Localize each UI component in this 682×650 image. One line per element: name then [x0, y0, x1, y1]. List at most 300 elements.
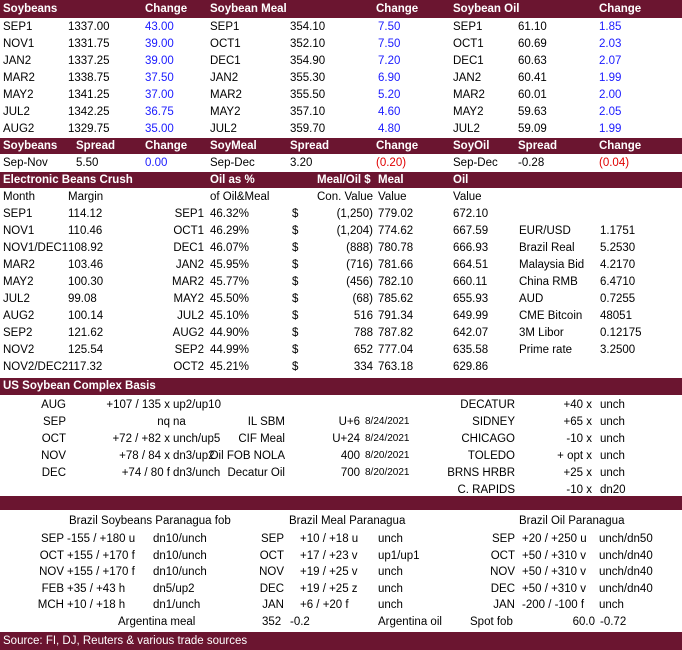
dollar-sign: $	[292, 208, 299, 220]
meal-month: DEC1	[210, 55, 241, 67]
oil-pct: 44.99%	[210, 344, 250, 356]
oil-pct: 45.77%	[210, 276, 250, 288]
oil-pct: 46.32%	[210, 208, 250, 220]
fx-value: 1.1751	[600, 225, 636, 237]
oil-value: 660.11	[453, 276, 488, 288]
soybeans-header: Soybeans	[3, 3, 58, 15]
brazil-meal-value: +19 / +25 z	[300, 583, 358, 595]
brazil-meal-value: +17 / +23 v	[300, 550, 358, 562]
basis-location-value: -10 x	[566, 484, 592, 496]
brazil-meal-change: unch	[378, 566, 403, 578]
soy-price: 1338.75	[68, 72, 110, 84]
crush-month: JUL2	[3, 293, 30, 305]
brazil-oil-header: Brazil Oil Paranagua	[519, 515, 625, 527]
oil-pct-header: Oil as %	[210, 174, 255, 186]
oil-month: MAY2	[453, 106, 484, 118]
argentina-oil-label: Argentina oil	[378, 616, 442, 628]
basis-location: BRNS HRBR	[447, 467, 515, 479]
spread-cell: 3.20	[290, 157, 313, 169]
brazil-oil-change: unch	[599, 599, 624, 611]
spread-header: SoyMeal	[210, 140, 257, 152]
meal-value: 780.78	[378, 242, 414, 254]
spread-cell: Sep-Nov	[3, 157, 48, 169]
change-header: Change	[599, 3, 642, 15]
crush-margin: 110.46	[68, 225, 103, 237]
fx-label: Prime rate	[519, 344, 573, 356]
meal-oil-header: Meal/Oil $	[317, 174, 371, 186]
spot-fob-label: Spot fob	[470, 616, 513, 628]
basis-value: +72 / +82 x	[112, 433, 170, 445]
soy-change: 43.00	[145, 21, 174, 33]
change-header: Change	[145, 3, 188, 15]
meal-value: 782.10	[378, 276, 414, 288]
basis-location: CHICAGO	[461, 433, 515, 445]
soy-price: 1342.25	[68, 106, 110, 118]
con-value: (68)	[352, 293, 373, 305]
oil-value: 667.59	[453, 225, 489, 237]
crush-month: SEP1	[3, 208, 33, 220]
basis-location-change: dn20	[600, 484, 626, 496]
crush-margin: 121.62	[68, 327, 104, 339]
basis-month: OCT	[41, 433, 66, 445]
soy-price: 1337.25	[68, 55, 110, 67]
soy-change: 39.00	[145, 55, 174, 67]
spot-fob-change: -0.72	[600, 616, 627, 628]
brazil-meal-change: unch	[378, 599, 403, 611]
brazil-soy-month: SEP	[40, 533, 64, 545]
crush-subheader-cell: Value	[453, 191, 482, 203]
con-value: 516	[353, 310, 373, 322]
brazil-meal-change: unch	[378, 533, 403, 545]
basis-value: nq	[157, 416, 170, 428]
oil-change: 1.99	[599, 123, 622, 135]
brazil-oil-change: unch/dn40	[599, 550, 653, 562]
oil-month: JAN2	[175, 259, 204, 271]
brazil-oil-value: +50 / +310 v	[522, 583, 586, 595]
spread-cell: 5.50	[76, 157, 99, 169]
basis-mid-value: U+24	[332, 433, 360, 445]
brazil-oil-change: unch/dn40	[599, 566, 653, 578]
meal-month: JUL2	[210, 123, 237, 135]
brazil-soy-value: +35 / +43 h	[67, 583, 126, 595]
spread-header: Change	[145, 140, 188, 152]
brazil-soy-change: dn10/unch	[153, 566, 207, 578]
meal-value: 785.62	[378, 293, 414, 305]
brazil-oil-value: +50 / +310 v	[522, 550, 586, 562]
basis-location-value: +25 x	[563, 467, 592, 479]
basis-location-change: unch	[600, 450, 625, 462]
meal-value: 779.02	[378, 208, 414, 220]
brazil-meal-value: +10 / +18 u	[300, 533, 359, 545]
oil-month: OCT2	[173, 361, 204, 373]
brazil-soy-value: +155 / +170 f	[67, 566, 135, 578]
brazil-meal-month: NOV	[259, 566, 284, 578]
source-text: Source: FI, DJ, Reuters & various trade sources	[3, 635, 248, 647]
basis-value: +74 / 80 f	[121, 467, 170, 479]
soy-change: 37.50	[145, 72, 174, 84]
basis-month: DEC	[41, 467, 66, 479]
crush-margin: 114.12	[68, 208, 103, 220]
oil-price: 59.63	[518, 106, 547, 118]
dollar-sign: $	[292, 361, 299, 373]
oil-value: 672.10	[453, 208, 489, 220]
oil-month: SEP2	[174, 344, 204, 356]
crush-title: Electronic Beans Crush	[3, 174, 133, 186]
basis-location-value: +65 x	[563, 416, 592, 428]
brazil-soy-value: -155 / +180 u	[67, 533, 136, 545]
oil-price: 59.09	[518, 123, 547, 135]
basis-location: DECATUR	[460, 399, 515, 411]
oil-value: 642.07	[453, 327, 489, 339]
basis-location-value: + opt x	[557, 450, 592, 462]
spread-header: SoyOil	[453, 140, 490, 152]
oil-pct: 46.07%	[210, 242, 250, 254]
brazil-meal-month: JAN	[262, 599, 284, 611]
soy-price: 1337.00	[68, 21, 110, 33]
dollar-sign: $	[292, 225, 299, 237]
oil-month: JAN2	[453, 72, 482, 84]
soy-month: JUL2	[3, 106, 30, 118]
oil-month: DEC1	[453, 55, 484, 67]
meal-value: 787.82	[378, 327, 414, 339]
dollar-sign: $	[292, 259, 299, 271]
dollar-sign: $	[292, 310, 299, 322]
brazil-oil-change: unch/dn50	[599, 533, 653, 545]
soy-change: 39.00	[145, 38, 174, 50]
basis-value: +78 / 84 x	[119, 450, 170, 462]
brazil-oil-change: unch/dn40	[599, 583, 653, 595]
spread-cell: (0.20)	[376, 157, 407, 169]
basis-mid-value: 700	[340, 467, 360, 479]
crush-margin: 117.32	[68, 361, 103, 373]
crush-margin: 125.54	[68, 344, 104, 356]
basis-location-change: unch	[600, 433, 625, 445]
brazil-oil-month: DEC	[490, 583, 515, 595]
oil-value: 649.99	[453, 310, 489, 322]
oil-pct: 45.21%	[210, 361, 250, 373]
basis-location: TOLEDO	[467, 450, 515, 462]
basis-location-value: -10 x	[566, 433, 592, 445]
soy-month: MAR2	[3, 72, 35, 84]
basis-change: unch/up5	[173, 433, 221, 445]
spreads-header	[0, 138, 682, 154]
spread-header: Spread	[518, 140, 557, 152]
oil-pct: 45.10%	[210, 310, 250, 322]
oil-month: OCT1	[453, 38, 484, 50]
brazil-meal-change: up1/up1	[378, 550, 420, 562]
meal-month: MAY2	[210, 106, 241, 118]
oil-change: 2.00	[599, 89, 622, 101]
oil-month: OCT1	[173, 225, 204, 237]
fx-label: EUR/USD	[519, 225, 571, 237]
brazil-soy-change: dn10/unch	[153, 533, 207, 545]
basis-location: SIDNEY	[472, 416, 515, 428]
brazil-soy-header: Brazil Soybeans Paranagua fob	[69, 515, 231, 527]
oil-month: MAY2	[173, 293, 204, 305]
crush-margin: 100.14	[68, 310, 104, 322]
fx-value: 0.7255	[600, 293, 636, 305]
crush-subheader-cell: Value	[378, 191, 407, 203]
meal-month: SEP1	[210, 21, 240, 33]
oil-month: MAR2	[172, 276, 204, 288]
soy-month: JAN2	[3, 55, 32, 67]
basis-value: +107 / 135 x	[106, 399, 170, 411]
crush-month: MAY2	[3, 276, 34, 288]
meal-price: 359.70	[290, 123, 326, 135]
basis-mid-label: Decatur Oil	[227, 467, 285, 479]
crush-margin: 103.46	[68, 259, 104, 271]
fx-label: AUD	[519, 293, 544, 305]
meal-month: JAN2	[210, 72, 239, 84]
oil-change: 1.85	[599, 21, 622, 33]
brazil-soy-value: +155 / +170 f	[67, 550, 135, 562]
con-value: 334	[353, 361, 373, 373]
meal-value: 791.34	[378, 310, 414, 322]
brazil-soy-month: NOV	[39, 566, 64, 578]
basis-mid-label: CIF Meal	[238, 433, 285, 445]
soy-change: 36.75	[145, 106, 174, 118]
oil-month: DEC1	[173, 242, 204, 254]
spread-cell: Sep-Dec	[453, 157, 498, 169]
brazil-meal-month: DEC	[259, 583, 284, 595]
basis-month: SEP	[42, 416, 66, 428]
fx-label: China RMB	[519, 276, 578, 288]
basis-change: dn3/up2	[173, 450, 215, 462]
dollar-sign: $	[292, 293, 299, 305]
soy-price: 1341.25	[68, 89, 110, 101]
oil-change: 1.99	[599, 72, 622, 84]
oil-value: 666.93	[453, 242, 489, 254]
spread-header: Soybeans	[3, 140, 58, 152]
brazil-soy-change: dn1/unch	[153, 599, 201, 611]
spread-header: Change	[599, 140, 642, 152]
basis-mid-date: 8/24/2021	[365, 433, 410, 444]
meal-month: OCT1	[210, 38, 241, 50]
dollar-sign: $	[292, 327, 299, 339]
oil-value: 629.86	[453, 361, 489, 373]
spread-cell: Sep-Dec	[210, 157, 255, 169]
oil-month: AUG2	[172, 327, 204, 339]
spot-fob-value: 60.0	[572, 616, 595, 628]
basis-location-change: unch	[600, 467, 625, 479]
brazil-meal-value: +19 / +25 v	[300, 566, 358, 578]
basis-mid-label: IL SBM	[247, 416, 285, 428]
meal-price: 355.30	[290, 72, 326, 84]
oil-price: 60.63	[518, 55, 547, 67]
basis-month: AUG	[41, 399, 66, 411]
meal-change: 7.50	[378, 21, 401, 33]
spread-cell: (0.04)	[599, 157, 630, 169]
meal-change: 6.90	[378, 72, 401, 84]
soy-month: MAY2	[3, 89, 34, 101]
brazil-soy-month: MCH	[37, 599, 64, 611]
meal-header: Soybean Meal	[210, 3, 287, 15]
brazil-meal-change: unch	[378, 583, 403, 595]
oil-change: 2.05	[599, 106, 622, 118]
meal-value: 774.62	[378, 225, 414, 237]
con-value: (456)	[346, 276, 373, 288]
fx-value: 5.2530	[600, 242, 636, 254]
meal-price: 354.90	[290, 55, 326, 67]
brazil-oil-value: +20 / +250 u	[522, 533, 587, 545]
crush-month: NOV2/DEC2	[3, 361, 69, 373]
brazil-soy-month: OCT	[39, 550, 64, 562]
oil-month: MAR2	[453, 89, 485, 101]
fx-value: 6.4710	[600, 276, 636, 288]
brazil-soy-month: FEB	[41, 583, 64, 595]
basis-mid-date: 8/20/2021	[365, 467, 410, 478]
meal-change: 4.60	[378, 106, 401, 118]
crush-month: AUG2	[3, 310, 35, 322]
basis-mid-date: 8/20/2021	[365, 450, 410, 461]
oil-header: Soybean Oil	[453, 3, 520, 15]
crush-month: MAR2	[3, 259, 35, 271]
oil-month: SEP1	[174, 208, 204, 220]
soy-month: SEP1	[3, 21, 33, 33]
spread-header: Change	[376, 140, 419, 152]
basis-change: na	[173, 416, 186, 428]
oil-value: 664.51	[453, 259, 489, 271]
dollar-sign: $	[292, 242, 299, 254]
basis-mid-label: Oil FOB NOLA	[209, 450, 285, 462]
brazil-meal-month: OCT	[259, 550, 284, 562]
crush-margin: 108.92	[68, 242, 104, 254]
crush-month: NOV2	[3, 344, 35, 356]
crush-subheader-cell: Con. Value	[317, 191, 374, 203]
basis-location: C. RAPIDS	[457, 484, 515, 496]
fx-label: CME Bitcoin	[519, 310, 583, 322]
meal-price: 355.50	[290, 89, 326, 101]
oil-month: SEP1	[453, 21, 483, 33]
basis-title: US Soybean Complex Basis	[3, 380, 156, 392]
dollar-sign: $	[292, 276, 299, 288]
meal-price: 357.10	[290, 106, 326, 118]
fx-value: 0.12175	[600, 327, 642, 339]
con-value: (1,204)	[336, 225, 373, 237]
brazil-oil-month: NOV	[490, 566, 515, 578]
oil-value: 635.58	[453, 344, 489, 356]
oil-change: 2.07	[599, 55, 622, 67]
basis-change: up2/up10	[173, 399, 221, 411]
crush-header	[0, 172, 682, 188]
basis-location-change: unch	[600, 416, 625, 428]
change-header: Change	[376, 3, 419, 15]
crush-subheader-cell: Margin	[68, 191, 104, 203]
brazil-oil-month: SEP	[491, 533, 515, 545]
con-value: 652	[353, 344, 373, 356]
dollar-sign: $	[292, 344, 299, 356]
oil-month: JUL2	[453, 123, 480, 135]
soy-month: NOV1	[3, 38, 35, 50]
oil-price: 60.01	[518, 89, 547, 101]
argentina-meal-label: Argentina meal	[118, 616, 196, 628]
meal-change: 5.20	[378, 89, 401, 101]
oil-value-header: Oil	[453, 174, 469, 186]
meal-value: 781.66	[378, 259, 414, 271]
oil-pct: 44.90%	[210, 327, 250, 339]
oil-pct: 45.50%	[210, 293, 250, 305]
fx-value: 48051	[600, 310, 632, 322]
basis-mid-date: 8/24/2021	[365, 416, 410, 427]
spread-header: Spread	[290, 140, 329, 152]
brazil-meal-month: SEP	[260, 533, 284, 545]
fx-label: Brazil Real	[519, 242, 575, 254]
crush-month: NOV1	[3, 225, 35, 237]
brazil-oil-month: OCT	[490, 550, 515, 562]
soy-price: 1331.75	[68, 38, 110, 50]
brazil-oil-value: +50 / +310 v	[522, 566, 586, 578]
con-value: 788	[353, 327, 373, 339]
oil-value: 655.93	[453, 293, 489, 305]
argentina-meal-change: -0.2	[290, 616, 310, 628]
brazil-oil-value: -200 / -100 f	[522, 599, 585, 611]
crush-margin: 99.08	[68, 293, 97, 305]
divider-band	[0, 496, 682, 510]
oil-price: 60.69	[518, 38, 547, 50]
fx-value: 4.2170	[600, 259, 636, 271]
crush-subheader-cell: of Oil&Meal	[210, 191, 270, 203]
meal-change: 7.50	[378, 38, 401, 50]
basis-mid-value: 400	[340, 450, 360, 462]
brazil-meal-header: Brazil Meal Paranagua	[289, 515, 406, 527]
brazil-oil-month: JAN	[493, 599, 515, 611]
meal-month: MAR2	[210, 89, 242, 101]
crush-subheader-cell: Month	[3, 191, 35, 203]
source-footer	[0, 632, 682, 650]
meal-price: 352.10	[290, 38, 326, 50]
basis-change: dn3/unch	[173, 467, 221, 479]
soy-month: AUG2	[3, 123, 35, 135]
basis-location-value: +40 x	[563, 399, 592, 411]
brazil-meal-value: +6 / +20 f	[300, 599, 349, 611]
fx-label: 3M Libor	[519, 327, 564, 339]
crush-month: SEP2	[3, 327, 33, 339]
meal-change: 4.80	[378, 123, 401, 135]
basis-header	[0, 378, 682, 395]
fx-value: 3.2500	[600, 344, 636, 356]
basis-location-change: unch	[600, 399, 625, 411]
soy-change: 37.00	[145, 89, 174, 101]
soy-price: 1329.75	[68, 123, 110, 135]
oil-pct: 45.95%	[210, 259, 250, 271]
brazil-soy-change: dn10/unch	[153, 550, 207, 562]
basis-month: NOV	[41, 450, 66, 462]
brazil-soy-value: +10 / +18 h	[67, 599, 126, 611]
argentina-meal-value: 352	[262, 616, 282, 628]
spread-header: Spread	[76, 140, 115, 152]
spread-cell: 0.00	[145, 157, 168, 169]
crush-margin: 100.30	[68, 276, 104, 288]
oil-pct: 46.29%	[210, 225, 250, 237]
fx-label: Malaysia Bid	[519, 259, 585, 271]
meal-change: 7.20	[378, 55, 401, 67]
oil-change: 2.03	[599, 38, 622, 50]
oil-month: JUL2	[177, 310, 204, 322]
con-value: (1,250)	[336, 208, 373, 220]
futures-header	[0, 0, 682, 18]
meal-value: 763.18	[378, 361, 414, 373]
meal-value: 777.04	[378, 344, 414, 356]
soy-change: 35.00	[145, 123, 174, 135]
basis-mid-value: U+6	[338, 416, 360, 428]
oil-price: 61.10	[518, 21, 547, 33]
oil-price: 60.41	[518, 72, 547, 84]
con-value: (716)	[346, 259, 373, 271]
crush-month: NOV1/DEC1	[3, 242, 69, 254]
meal-value-header: Meal	[378, 174, 404, 186]
brazil-soy-change: dn5/up2	[153, 583, 195, 595]
con-value: (888)	[346, 242, 373, 254]
